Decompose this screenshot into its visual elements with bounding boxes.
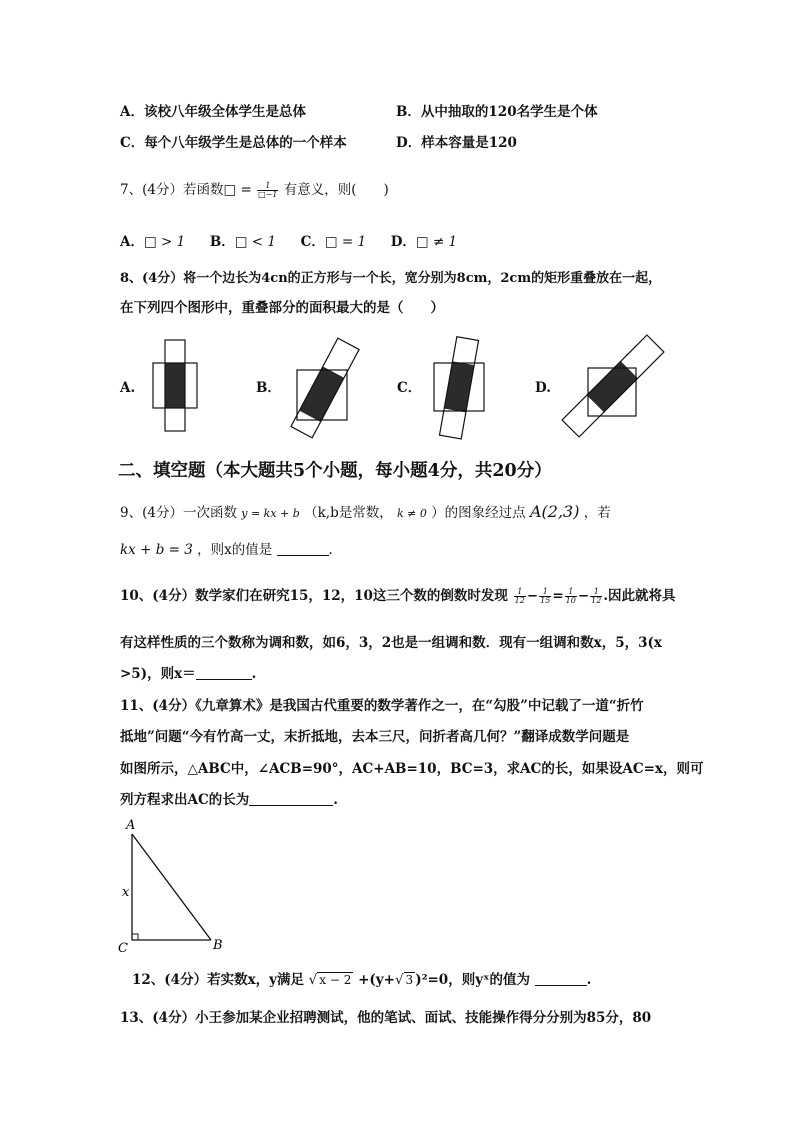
q6-option-d: D．样本容量是120 xyxy=(396,135,517,151)
q7-stem-pre: 7、(4分）若函数□ = xyxy=(120,182,252,198)
q7-option-d-math: □ ≠ 1 xyxy=(415,234,458,250)
q10-fraction-4-den: 12 xyxy=(591,596,602,605)
q9-line2 xyxy=(120,541,333,559)
q10-fraction-2 xyxy=(539,588,551,605)
q9-line1-a: 9、(4分）一次函数 xyxy=(120,505,237,521)
q9-line1-b: （k,b是常数， xyxy=(304,505,393,521)
q9-line1-d: ，若 xyxy=(583,505,611,521)
q8-line2: 在下列四个图形中，重叠部分的面积最大的是（ ） xyxy=(120,300,444,316)
q7-option-c-label: C． xyxy=(300,234,325,250)
q10-line3-a: >5)，则x＝ xyxy=(120,666,196,682)
q7-option-a-label: A． xyxy=(120,234,144,250)
section-heading: 二、填空题（本大题共5个小题，每小题4分，共20分） xyxy=(118,461,552,481)
q11-line4-a: 列方程求出AC的长为 xyxy=(120,792,250,808)
q11-line4-end: . xyxy=(333,792,338,808)
q6-option-c: C．每个八年级学生是总体的一个样本 xyxy=(120,135,347,151)
q6-option-a: A．该校八年级全体学生是总体 xyxy=(120,104,306,120)
q7-stem-post: 有意义，则( ) xyxy=(283,182,389,198)
q9-answer-blank xyxy=(277,542,329,556)
overlap-region xyxy=(439,337,478,439)
q9-condition: k ≠ 0 xyxy=(397,507,427,520)
q7-option-d-label: D． xyxy=(390,234,416,250)
q8-figure-b xyxy=(285,332,365,444)
q7-fraction-den: □−1 xyxy=(258,190,278,199)
q7-option-b-label: B． xyxy=(209,234,235,250)
overlap-region xyxy=(165,363,185,408)
q10-fraction-3-den: 10 xyxy=(565,596,576,605)
q12-answer-blank xyxy=(535,972,587,986)
q10-fraction-3 xyxy=(565,588,577,605)
q7-option-b-math: □ < 1 xyxy=(234,234,276,250)
q11-line3: 如图所示，△ABC中，∠ACB=90°，AC+AB=10，BC=3，求AC的长，如果设AC=x，则可 xyxy=(120,761,704,777)
overlap-region xyxy=(562,335,664,437)
q6-option-b: B．从中抽取的120名学生是个体 xyxy=(396,104,598,120)
q11-line4 xyxy=(120,791,338,809)
q9-line1 xyxy=(120,503,611,523)
q10-equals: = xyxy=(552,588,564,604)
q8-figure-c xyxy=(425,332,495,444)
q9-line2-rest: ，则x的值是 xyxy=(197,542,273,558)
q9-line1-c: ）的图象经过点 xyxy=(431,505,526,521)
q11-answer-blank xyxy=(249,792,333,806)
vertex-c-label: C xyxy=(118,941,128,956)
q12-sqrt-1: x − 2 xyxy=(319,973,352,987)
q8-fig-label-d: D. xyxy=(535,380,551,396)
q10-minus-1: − xyxy=(526,588,539,604)
side-ab xyxy=(132,834,211,940)
q9-function: y = kx + b xyxy=(241,507,300,520)
q7-option-a-math: □ > 1 xyxy=(143,234,186,250)
q8-line1: 8、(4分）将一个边长为4cn的正方形与一个长，宽分别为8cm，2cm的矩形重叠放在一起， xyxy=(120,271,662,286)
q9-line2-end: . xyxy=(328,542,333,558)
q12-sqrt-2: 3 xyxy=(405,973,414,987)
q7-option-c-math: □ = 1 xyxy=(324,234,367,250)
q8-fig-label-b: B． xyxy=(256,380,281,396)
q10-fraction-1-num: 1 xyxy=(514,588,526,597)
q8-figure-a xyxy=(150,338,202,433)
q11-line2: 抵地”问题“今有竹高一丈，末折抵地，去本三尺，问折者高几何？”翻译成数学问题是 xyxy=(120,729,630,745)
q10-fraction-3-num: 1 xyxy=(565,588,577,597)
q7-stem xyxy=(120,181,389,199)
q12-pre: 12、(4分）若实数x，y满足 xyxy=(132,972,304,988)
q10-answer-blank xyxy=(196,666,252,680)
q10-line1-b: .因此就将具 xyxy=(603,588,676,604)
q12-mid: +(y+ xyxy=(358,972,395,988)
q7-fraction xyxy=(257,182,278,199)
vertex-b-label: B xyxy=(213,938,223,953)
q10-line1-a: 10、(4分）数学家们在研究15，12，10这三个数的倒数时发现 xyxy=(120,588,508,604)
q10-fraction-1 xyxy=(514,588,526,605)
q11-line1: 11、(4分）《九章算术》是我国古代重要的数学著作之一，在“勾股”中记载了一道“折竹 xyxy=(120,698,644,714)
q10-fraction-4 xyxy=(590,588,602,605)
side-x-label: x xyxy=(122,885,130,900)
q11-triangle-figure xyxy=(112,816,232,956)
q10-line3 xyxy=(120,665,256,683)
q10-line1 xyxy=(120,587,676,605)
q7-options xyxy=(120,233,457,251)
q12-end: . xyxy=(586,972,592,988)
overlap-region xyxy=(291,338,359,438)
q12-line: 12、(4分）若实数x，y满足 √ x − 2 +(y+√ 3 )²=0，则yˣ的值为 . xyxy=(132,972,592,988)
q7-fraction-num: 1 xyxy=(257,182,278,191)
q10-minus-2: − xyxy=(577,588,590,604)
q8-figure-d xyxy=(555,336,673,432)
q10-fraction-1-den: 12 xyxy=(514,596,525,605)
q12-post: )²=0，则yˣ的值为 xyxy=(415,972,530,988)
q8-fig-label-a: A. xyxy=(120,380,136,396)
right-angle-mark xyxy=(132,934,138,940)
q10-line3-end: . xyxy=(251,666,257,682)
q10-line2: 有这样性质的三个数称为调和数，如6，3，2也是一组调和数．现有一组调和数x，5，3(x xyxy=(120,635,662,651)
vertex-a-label: A xyxy=(126,818,136,833)
q8-fig-label-c: C． xyxy=(397,380,422,396)
q9-point: A(2,3) xyxy=(529,502,580,521)
q9-equation: kx + b = 3 xyxy=(120,542,193,558)
q13-line1: 13、(4分）小王参加某企业招聘测试，他的笔试、面试、技能操作得分分别为85分，80 xyxy=(120,1010,652,1026)
q10-fraction-2-den: 15 xyxy=(540,596,551,605)
q10-fraction-4-num: 1 xyxy=(590,588,602,597)
q10-fraction-2-num: 1 xyxy=(539,588,551,597)
